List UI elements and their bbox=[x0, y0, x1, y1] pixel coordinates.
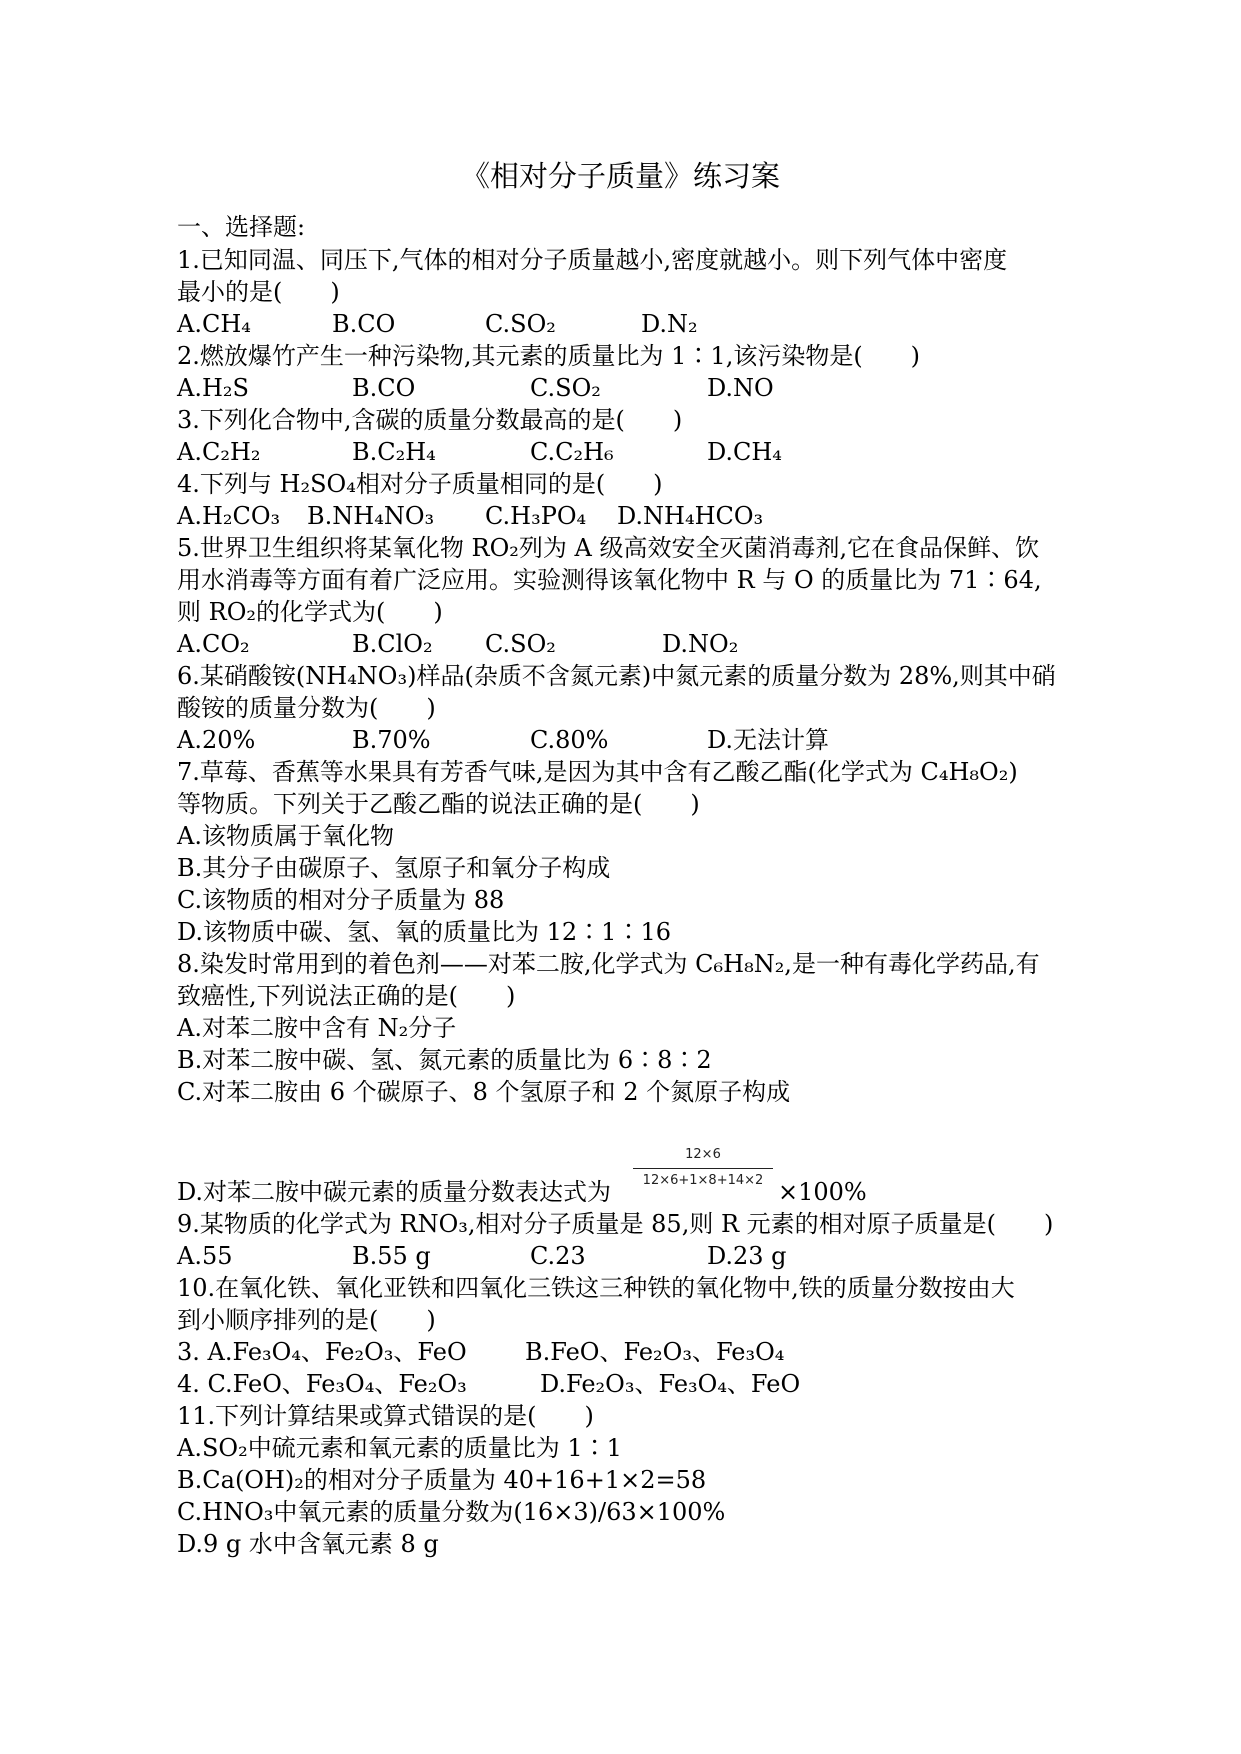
page-title: 《相对分子质量》练习案 bbox=[460, 159, 780, 193]
answer-option: D.NO bbox=[707, 374, 774, 402]
text-line: 3.下列化合物中,含碳的质量分数最高的是( ) bbox=[177, 406, 683, 434]
answer-option: A.H₂S bbox=[177, 374, 249, 402]
text-line: A.SO₂中硫元素和氧元素的质量比为 1∶1 bbox=[177, 1434, 622, 1462]
answer-option: 4. C.FeO、Fe₃O₄、Fe₂O₃ bbox=[177, 1370, 467, 1398]
text-line: D.该物质中碳、氢、氧的质量比为 12∶1∶16 bbox=[177, 918, 671, 946]
answer-option: A.H₂CO₃ bbox=[177, 502, 281, 530]
answer-option: B.CO bbox=[352, 374, 416, 402]
answer-option: B.CO bbox=[332, 310, 396, 338]
answer-option: D.NH₄HCO₃ bbox=[617, 502, 764, 530]
option-row bbox=[177, 1240, 1077, 1272]
text-line: B.其分子由碳原子、氢原子和氧分子构成 bbox=[177, 854, 611, 882]
answer-option: C.C₂H₆ bbox=[530, 438, 614, 466]
answer-option: A.C₂H₂ bbox=[177, 438, 261, 466]
option-row bbox=[177, 372, 1077, 404]
answer-option: A.CO₂ bbox=[177, 630, 250, 658]
option-row bbox=[177, 436, 1077, 468]
answer-option: A.55 bbox=[177, 1242, 233, 1270]
mass-fraction-expression bbox=[633, 1146, 773, 1189]
answer-option: D.CH₄ bbox=[707, 438, 782, 466]
answer-option: B.FeO、Fe₂O₃、Fe₃O₄ bbox=[525, 1338, 785, 1366]
text-line: 10.在氧化铁、氧化亚铁和四氧化三铁这三种铁的氧化物中,铁的质量分数按由大 bbox=[177, 1274, 1015, 1302]
answer-option: B.70% bbox=[352, 726, 431, 754]
answer-option: C.SO₂ bbox=[530, 374, 601, 402]
answer-option: A.CH₄ bbox=[177, 310, 251, 338]
text-line: A.对苯二胺中含有 N₂分子 bbox=[177, 1014, 457, 1042]
answer-option: C.SO₂ bbox=[485, 630, 556, 658]
text-line: 1.已知同温、同压下,气体的相对分子质量越小,密度就越小。则下列气体中密度 bbox=[177, 246, 1008, 274]
text-line: C.该物质的相对分子质量为 88 bbox=[177, 886, 505, 914]
text-line: 6.某硝酸铵(NH₄NO₃)样品(杂质不含氮元素)中氮元素的质量分数为 28%,则其中硝 bbox=[177, 662, 1056, 690]
answer-option: B.C₂H₄ bbox=[352, 438, 436, 466]
option-row bbox=[177, 500, 1077, 532]
text-line: 5.世界卫生组织将某氧化物 RO₂列为 A 级高效安全灭菌消毒剂,它在食品保鲜、饮 bbox=[177, 534, 1040, 562]
text-line: 到小顺序排列的是( ) bbox=[177, 1306, 436, 1334]
fraction-suffix: ×100% bbox=[778, 1178, 867, 1206]
answer-option: C.H₃PO₄ bbox=[485, 502, 587, 530]
answer-option: D.N₂ bbox=[641, 310, 698, 338]
answer-option: D.Fe₂O₃、Fe₃O₄、FeO bbox=[540, 1370, 801, 1398]
text-line: 7.草莓、香蕉等水果具有芳香气味,是因为其中含有乙酸乙酯(化学式为 C₄H₈O₂) bbox=[177, 758, 1018, 786]
text-line: 用水消毒等方面有着广泛应用。实验测得该氧化物中 R 与 O 的质量比为 71∶64, bbox=[177, 566, 1042, 594]
text-line: 2.燃放爆竹产生一种污染物,其元素的质量比为 1∶1,该污染物是( ) bbox=[177, 342, 921, 370]
fraction-denominator: 12×6+1×8+14×2 bbox=[642, 1173, 764, 1188]
text-line: 11.下列计算结果或算式错误的是( ) bbox=[177, 1402, 594, 1430]
text-line: 9.某物质的化学式为 RNO₃,相对分子质量是 85,则 R 元素的相对原子质量是( ) bbox=[177, 1210, 1054, 1238]
text-line: B.Ca(OH)₂的相对分子质量为 40+16+1×2=58 bbox=[177, 1466, 707, 1494]
text-line: 4.下列与 H₂SO₄相对分子质量相同的是( ) bbox=[177, 470, 663, 498]
answer-option: C.80% bbox=[530, 726, 609, 754]
answer-option: B.NH₄NO₃ bbox=[307, 502, 435, 530]
text-line: D.对苯二胺中碳元素的质量分数表达式为 bbox=[177, 1178, 612, 1206]
answer-option: D.23 g bbox=[707, 1242, 787, 1270]
answer-option: B.55 g bbox=[352, 1242, 431, 1270]
option-row bbox=[177, 1368, 1077, 1400]
fraction-bar bbox=[633, 1168, 773, 1169]
option-row bbox=[177, 628, 1077, 660]
option-row bbox=[177, 724, 1077, 756]
text-line: 则 RO₂的化学式为( ) bbox=[177, 598, 443, 626]
section-heading: 一、选择题: bbox=[177, 213, 306, 241]
answer-option: D.NO₂ bbox=[662, 630, 739, 658]
text-line: A.该物质属于氧化物 bbox=[177, 822, 394, 850]
text-line: 8.染发时常用到的着色剂——对苯二胺,化学式为 C₆H₈N₂,是一种有毒化学药品,有 bbox=[177, 950, 1040, 978]
answer-option: A.20% bbox=[177, 726, 256, 754]
answer-option: C.SO₂ bbox=[485, 310, 556, 338]
answer-option: B.ClO₂ bbox=[352, 630, 433, 658]
text-line: B.对苯二胺中碳、氢、氮元素的质量比为 6∶8∶2 bbox=[177, 1046, 712, 1074]
answer-option: D.无法计算 bbox=[707, 726, 830, 754]
fraction-numerator: 12×6 bbox=[685, 1147, 721, 1162]
text-line: D.9 g 水中含氧元素 8 g bbox=[177, 1530, 439, 1558]
text-line: 最小的是( ) bbox=[177, 278, 340, 306]
answer-option: C.23 bbox=[530, 1242, 586, 1270]
answer-option: 3. A.Fe₃O₄、Fe₂O₃、FeO bbox=[177, 1338, 467, 1366]
option-row bbox=[177, 1336, 1077, 1368]
text-line: C.HNO₃中氧元素的质量分数为(16×3)/63×100% bbox=[177, 1498, 726, 1526]
option-row bbox=[177, 308, 1077, 340]
text-line: 酸铵的质量分数为( ) bbox=[177, 694, 436, 722]
text-line: 等物质。下列关于乙酸乙酯的说法正确的是( ) bbox=[177, 790, 700, 818]
text-line: 致癌性,下列说法正确的是( ) bbox=[177, 982, 516, 1010]
text-line: C.对苯二胺由 6 个碳原子、8 个氢原子和 2 个氮原子构成 bbox=[177, 1078, 791, 1106]
